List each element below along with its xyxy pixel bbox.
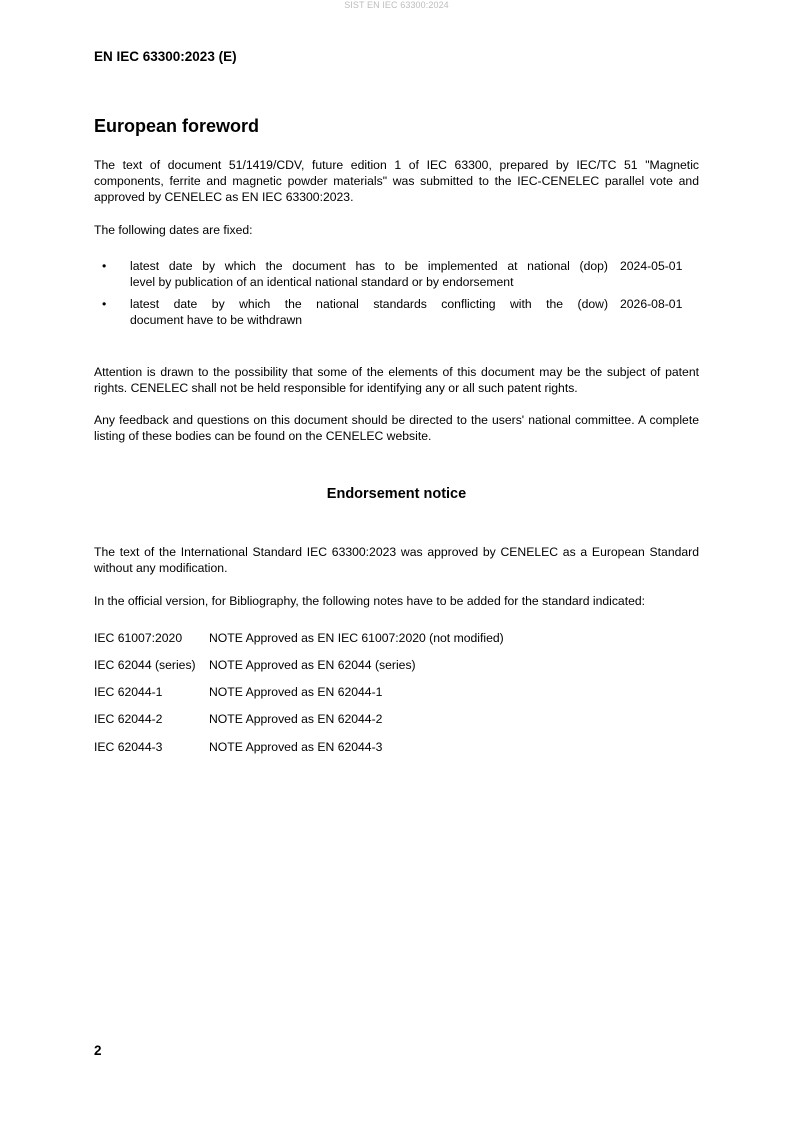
page-number: 2 [94, 1043, 102, 1058]
watermark: SIST EN IEC 63300:2024 [344, 0, 449, 10]
bullet-icon: • [102, 297, 107, 311]
bibliography-intro-paragraph: In the official version, for Bibliography, the following notes have to be added for the standard indicated: [94, 594, 646, 608]
date-item-text-line2: document have to be withdrawn [130, 313, 303, 327]
date-item-text-line1: latest date by which the document has to be implemented at national (dop) [130, 259, 608, 273]
standard-reference: IEC 62044-3 [94, 740, 163, 754]
date-value: 2026-08-01 [620, 297, 683, 311]
date-value: 2024-05-01 [620, 259, 683, 273]
standard-reference: IEC 62044-2 [94, 712, 163, 726]
date-item-text-line2: level by publication of an identical national standard or by endorsement [130, 275, 514, 289]
dates-intro-paragraph: The following dates are fixed: [94, 223, 253, 237]
standard-reference: IEC 61007:2020 [94, 631, 183, 645]
approval-note: NOTE Approved as EN IEC 61007:2020 (not modified) [209, 631, 504, 645]
approval-note: NOTE Approved as EN 62044-2 [209, 712, 383, 726]
patent-notice-paragraph: Attention is drawn to the possibility that some of the elements of this document may be the subject of patent rights. CENELEC shall not be held responsible for identifying any or all such patent rights. [94, 365, 699, 395]
approval-note: NOTE Approved as EN 62044 (series) [209, 658, 416, 672]
standard-reference: IEC 62044 (series) [94, 658, 196, 672]
approval-note: NOTE Approved as EN 62044-1 [209, 685, 383, 699]
approval-note: NOTE Approved as EN 62044-3 [209, 740, 383, 754]
date-item-text-line1: latest date by which the national standards conflicting with the (dow) [130, 297, 608, 311]
section-title-endorsement-notice: Endorsement notice [326, 486, 467, 502]
section-title-european-foreword: European foreword [94, 116, 260, 136]
foreword-intro-paragraph: The text of document 51/1419/CDV, future edition 1 of IEC 63300, prepared by IEC/TC 51 "Magnetic components, ferrite and magnetic powder materials" was submitted to the IEC-CENELEC parallel vote and approved by CENELEC as EN IEC 63300:2023. [94, 158, 699, 204]
standard-reference: IEC 62044-1 [94, 685, 163, 699]
bullet-icon: • [102, 259, 107, 273]
document-id: EN IEC 63300:2023 (E) [94, 49, 237, 64]
endorsement-text-paragraph: The text of the International Standard IEC 63300:2023 was approved by CENELEC as a European Standard without any modification. [94, 545, 699, 575]
feedback-paragraph: Any feedback and questions on this document should be directed to the users' national committee. A complete listing of these bodies can be found on the CENELEC website. [94, 413, 699, 443]
